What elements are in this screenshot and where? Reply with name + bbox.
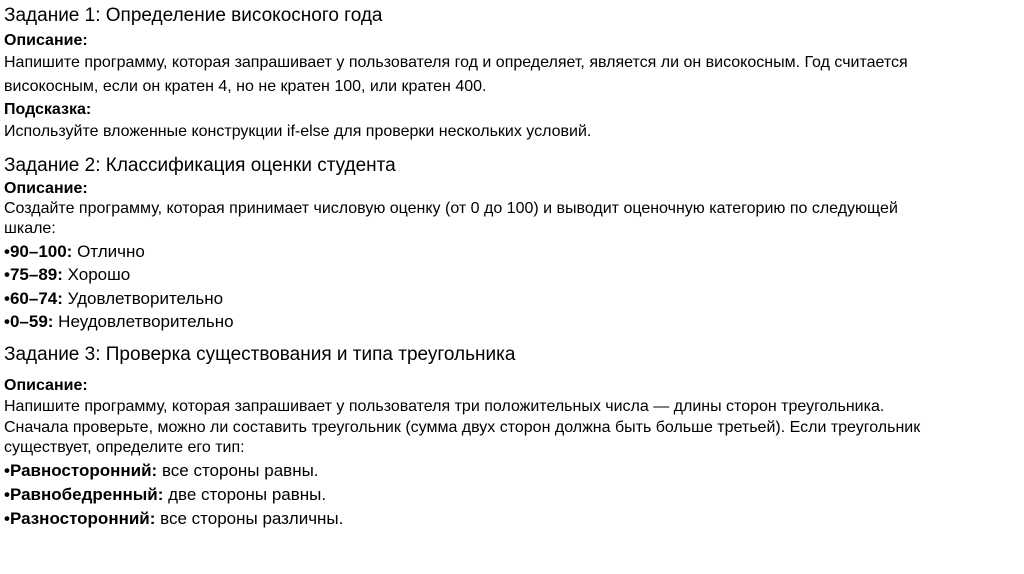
task2-bullet	[4, 265, 130, 285]
bullet-dot: •	[4, 461, 10, 480]
task1-hint-label: Подсказка:	[4, 101, 92, 118]
bullet-dot: •	[4, 242, 10, 261]
task2-title: Задание 2: Классификация оценки студента	[4, 155, 396, 176]
grade-category: Отлично	[72, 242, 145, 261]
bullet-dot: •	[4, 312, 10, 331]
grade-range: 60–74:	[9, 289, 63, 308]
triangle-type-description: все стороны различны.	[155, 509, 344, 528]
task3-description-line-1: Напишите программу, которая запрашивает у пользователя три положительных числа — длины сторон треугольника.	[4, 398, 885, 415]
task1-description-label: Описание:	[4, 32, 88, 49]
task3-title: Задание 3: Проверка существования и типа треугольника	[4, 344, 516, 365]
triangle-type: Равнобедренный:	[9, 485, 164, 504]
bullet-dot: •	[4, 509, 10, 528]
task2-bullet	[4, 289, 223, 309]
task1-title: Задание 1: Определение високосного года	[4, 5, 383, 26]
task3-description-line-3: существует, определите его тип:	[4, 439, 245, 456]
grade-range: 75–89:	[9, 265, 63, 284]
triangle-type: Равносторонний:	[9, 461, 158, 480]
triangle-type-description: все стороны равны.	[157, 461, 319, 480]
grade-category: Хорошо	[62, 265, 131, 284]
task2-description-line-1: Создайте программу, которая принимает числовую оценку (от 0 до 100) и выводит оценочную категорию по следующей	[4, 200, 898, 217]
task1-description-line-2: високосным, если он кратен 4, но не кратен 100, или кратен 400.	[4, 78, 487, 95]
task2-description-line-2: шкале:	[4, 220, 56, 237]
task2-bullet	[4, 312, 234, 332]
task1-description-line-1: Напишите программу, которая запрашивает у пользователя год и определяет, является ли он високосным. Год считается	[4, 54, 908, 71]
grade-category: Удовлетворительно	[62, 289, 224, 308]
task1-hint-text: Используйте вложенные конструкции if-else для проверки нескольких условий.	[4, 123, 592, 140]
bullet-dot: •	[4, 485, 10, 504]
task3-bullet	[4, 485, 326, 505]
bullet-dot: •	[4, 265, 10, 284]
triangle-type-description: две стороны равны.	[163, 485, 327, 504]
task3-bullet	[4, 509, 343, 529]
grade-range: 0–59:	[9, 312, 54, 331]
task3-description-label: Описание:	[4, 377, 88, 394]
task2-bullet	[4, 242, 145, 262]
grade-range: 90–100:	[9, 242, 73, 261]
triangle-type: Разносторонний:	[9, 509, 156, 528]
task3-description-line-2: Сначала проверьте, можно ли составить треугольник (сумма двух сторон должна быть больше третьей). Если треугольник	[4, 419, 921, 436]
grade-category: Неудовлетворительно	[53, 312, 234, 331]
bullet-dot: •	[4, 289, 10, 308]
task2-description-label: Описание:	[4, 180, 88, 197]
task3-bullet	[4, 461, 319, 481]
